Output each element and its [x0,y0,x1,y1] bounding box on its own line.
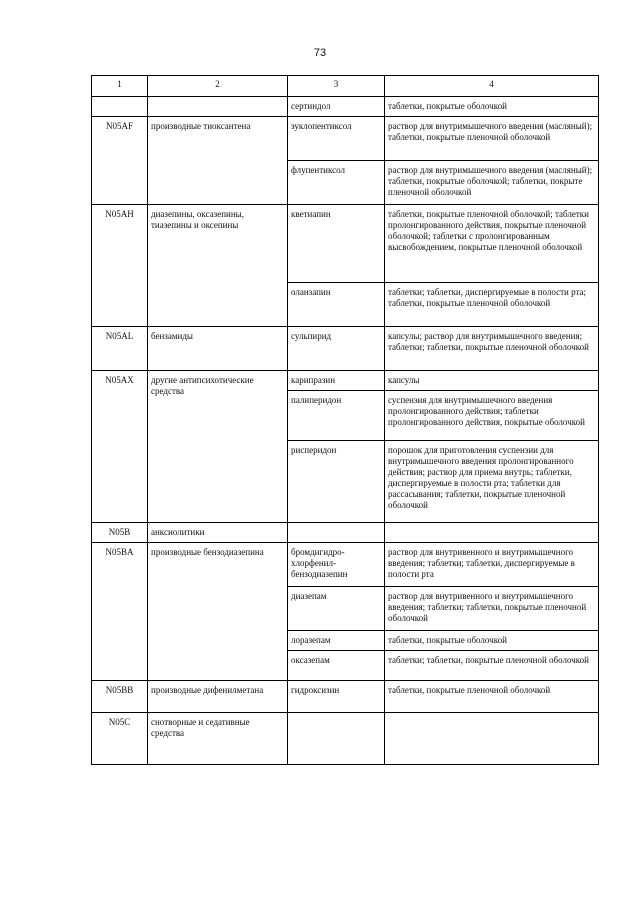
group-name-cell: анксиолитики [148,523,288,543]
atc-code-cell: N05BA [92,543,148,681]
table-header-row [92,76,599,97]
drug-name-cell [288,523,385,543]
table-body [92,97,599,765]
atc-code-cell: N05AL [92,327,148,371]
dosage-forms-cell: раствор для внутримышечного введения (масляный); таблетки, покрытые оболочкой; таблетки, покрыте пленочной оболочкой [385,161,599,205]
group-name-cell: производные дифенилметана [148,681,288,713]
drug-name-cell: лоразепам [288,631,385,651]
drug-name-cell: карипразин [288,371,385,391]
table-row [92,681,599,713]
dosage-forms-cell: капсулы [385,371,599,391]
atc-code-cell: N05C [92,713,148,765]
drug-name-cell: сертиндол [288,97,385,117]
drug-name-cell: гидроксизин [288,681,385,713]
column-header-4: 4 [385,76,599,97]
drug-name-cell: диазепам [288,587,385,631]
table-row [92,327,599,371]
dosage-forms-cell: раствор для внутривенного и внутримышечного введения; таблетки; таблетки, диспергируемые в полости рта [385,543,599,587]
column-header-1: 1 [92,76,148,97]
dosage-forms-cell: суспензия для внутримышечного введения пролонгированного действия; таблетки пролонгированного действия, покрытые оболочкой [385,391,599,441]
column-header-3: 3 [288,76,385,97]
group-name-cell: снотворные и седативные средства [148,713,288,765]
dosage-forms-cell: таблетки; таблетки, диспергируемые в полости рта; таблетки, покрытые пленочной оболочкой [385,283,599,327]
group-name-cell: диазепины, оксазепины, тиазепины и оксепины [148,205,288,327]
drug-name-cell: рисперидон [288,441,385,523]
table-row [92,97,599,117]
group-name-cell: бензамиды [148,327,288,371]
group-name-cell [148,97,288,117]
atc-code-cell: N05B [92,523,148,543]
dosage-forms-cell [385,713,599,765]
table-row [92,543,599,587]
drug-name-cell: зуклопентиксол [288,117,385,161]
dosage-forms-cell: раствор для внутримышечного введения (масляный); таблетки, покрытые пленочной оболочкой [385,117,599,161]
atc-code-cell: N05BB [92,681,148,713]
atc-code-cell [92,97,148,117]
drug-name-cell [288,713,385,765]
column-header-2: 2 [148,76,288,97]
medications-table [91,75,599,765]
dosage-forms-cell: таблетки, покрытые оболочкой [385,97,599,117]
table-row [92,523,599,543]
table-row [92,713,599,765]
drug-name-cell: бромдигидро-хлорфенил-бензодиазепин [288,543,385,587]
dosage-forms-cell: таблетки, покрытые пленочной оболочкой; таблетки пролонгированного действия, покрытые пленочной оболочкой; таблетки с пролонгированным высвобождением, покрытые пленочной оболочкой [385,205,599,283]
dosage-forms-cell: таблетки, покрытые пленочной оболочкой [385,681,599,713]
atc-code-cell: N05AH [92,205,148,327]
dosage-forms-cell: таблетки; таблетки, покрытые пленочной оболочкой [385,651,599,681]
drug-name-cell: оксазепам [288,651,385,681]
atc-code-cell: N05AF [92,117,148,205]
dosage-forms-cell: таблетки, покрытые оболочкой [385,631,599,651]
group-name-cell: производные тиоксантена [148,117,288,205]
group-name-cell: производные бензодиазепина [148,543,288,681]
drug-name-cell: флупентиксол [288,161,385,205]
dosage-forms-cell: порошок для приготовления суспензии для внутримышечного введения пролонгированного действия; раствор для приема внутрь; таблетки, диспергируемые в полости рта; таблетки для рассасывания; таблетки, покрытые пленочной оболочкой [385,441,599,523]
drug-name-cell: палиперидон [288,391,385,441]
drug-name-cell: сульпирид [288,327,385,371]
table-row [92,371,599,391]
dosage-forms-cell: раствор для внутривенного и внутримышечного введения; таблетки; таблетки, покрытые пленочной оболочкой [385,587,599,631]
table-row [92,117,599,161]
drug-name-cell: кветиапин [288,205,385,283]
page-number: 73 [313,47,327,59]
drug-name-cell: оланзапин [288,283,385,327]
dosage-forms-cell [385,523,599,543]
group-name-cell: другие антипсихотические средства [148,371,288,523]
table-row [92,205,599,283]
dosage-forms-cell: капсулы; раствор для внутримышечного введения; таблетки; таблетки, покрытые пленочной оболочкой [385,327,599,371]
atc-code-cell: N05AX [92,371,148,523]
